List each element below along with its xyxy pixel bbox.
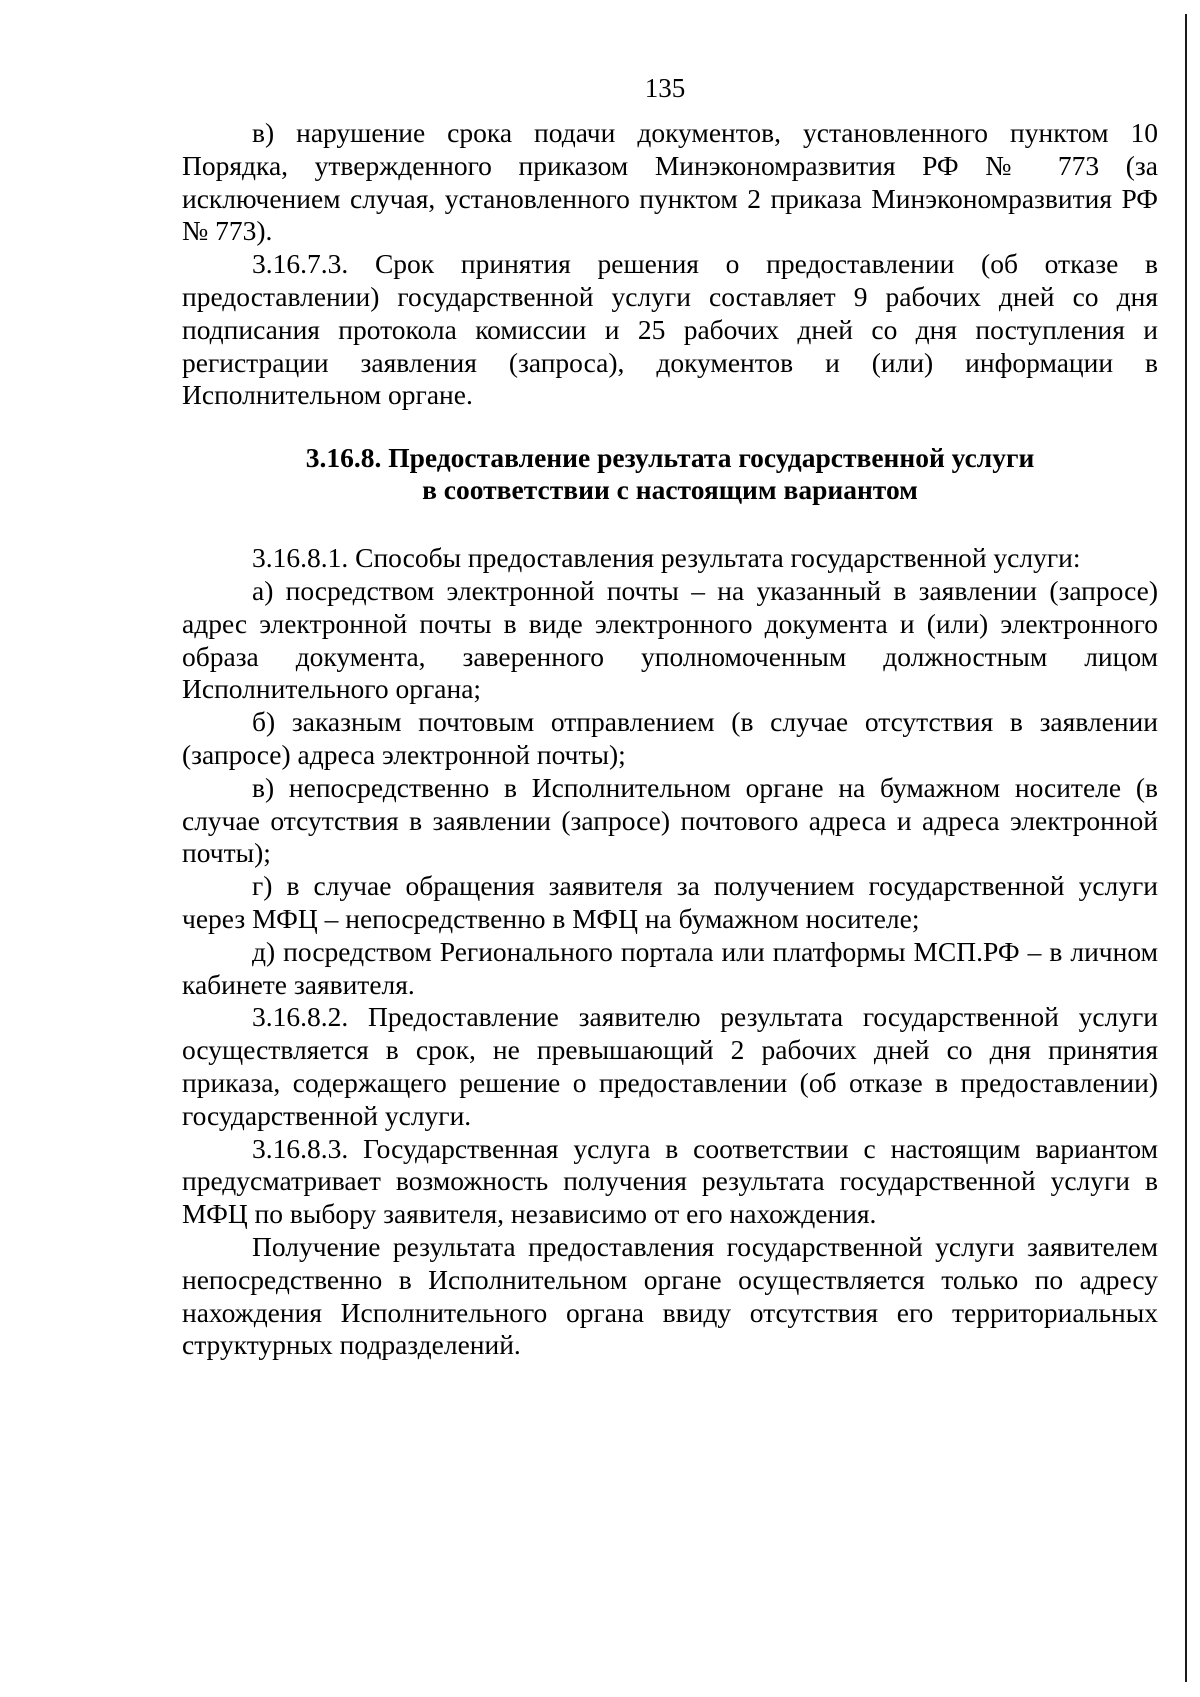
paragraph-result-receipt: Получение результата предоставления государственной услуги заявителем непосредственно в Исполнительном органе осуществляется только по адресу нахождения Исполнительного органа ввиду отсутствия его территориальных структурных подразделений.: [182, 1230, 1158, 1361]
list-item-a: а) посредством электронной почты – на указанный в заявлении (запросе) адрес электронной почты в виде электронного документа и (или) электронного образа документа, заверенного уполномоченным должностным лицом Исполнительного органа;: [182, 574, 1158, 705]
paragraph-violation-deadline: в) нарушение срока подачи документов, установленного пунктом 10 Порядка, утвержденного приказом Минэкономразвития РФ № 773 (за исключением случая, установленного пунктом 2 приказа Минэкономразвития РФ № 773).: [182, 117, 1158, 247]
page-edge-rule: [1185, 14, 1187, 1682]
list-item-v: в) непосредственно в Исполнительном органе на бумажном носителе (в случае отсутствия в заявлении (запросе) почтового адреса и адреса электронной почты);: [182, 771, 1158, 869]
section-heading: [182, 442, 1158, 506]
page-number: 135: [644, 73, 686, 103]
section-heading-line-1: 3.16.8. Предоставление результата государственной услуги: [305, 442, 1035, 474]
paragraph-3-16-8-3: 3.16.8.3. Государственная услуга в соответствии с настоящим вариантом предусматривает возможность получения результата государственной услуги в МФЦ по выбору заявителя, независимо от его нахождения.: [182, 1132, 1158, 1230]
document-body: [182, 117, 1158, 1362]
list-item-d: д) посредством Регионального портала или платформы МСП.РФ – в личном кабинете заявителя.: [182, 935, 1158, 1000]
list-item-g: г) в случае обращения заявителя за получением государственной услуги через МФЦ – непосредственно в МФЦ на бумажном носителе;: [182, 870, 1158, 934]
paragraph-3-16-8-2: 3.16.8.2. Предоставление заявителю результата государственной услуги осуществляется в срок, не превышающий 2 рабочих дней со дня принятия приказа, содержащего решение о предоставлении (об отказе в предоставлении) государственной услуги.: [182, 1001, 1158, 1131]
paragraph-3-16-8-1: 3.16.8.1. Способы предоставления результата государственной услуги:: [252, 542, 1081, 574]
list-item-b: б) заказным почтовым отправлением (в случае отсутствия в заявлении (запросе) адреса электронной почты);: [182, 706, 1158, 770]
section-heading-line-2: в соответствии с настоящим вариантом: [422, 474, 918, 506]
paragraph-3-16-7-3: 3.16.7.3. Срок принятия решения о предоставлении (об отказе в предоставлении) государственной услуги составляет 9 рабочих дней со дня подписания протокола комиссии и 25 рабочих дней со дня поступления и регистрации заявления (запроса), документов и (или) информации в Исполнительном органе.: [182, 248, 1158, 411]
